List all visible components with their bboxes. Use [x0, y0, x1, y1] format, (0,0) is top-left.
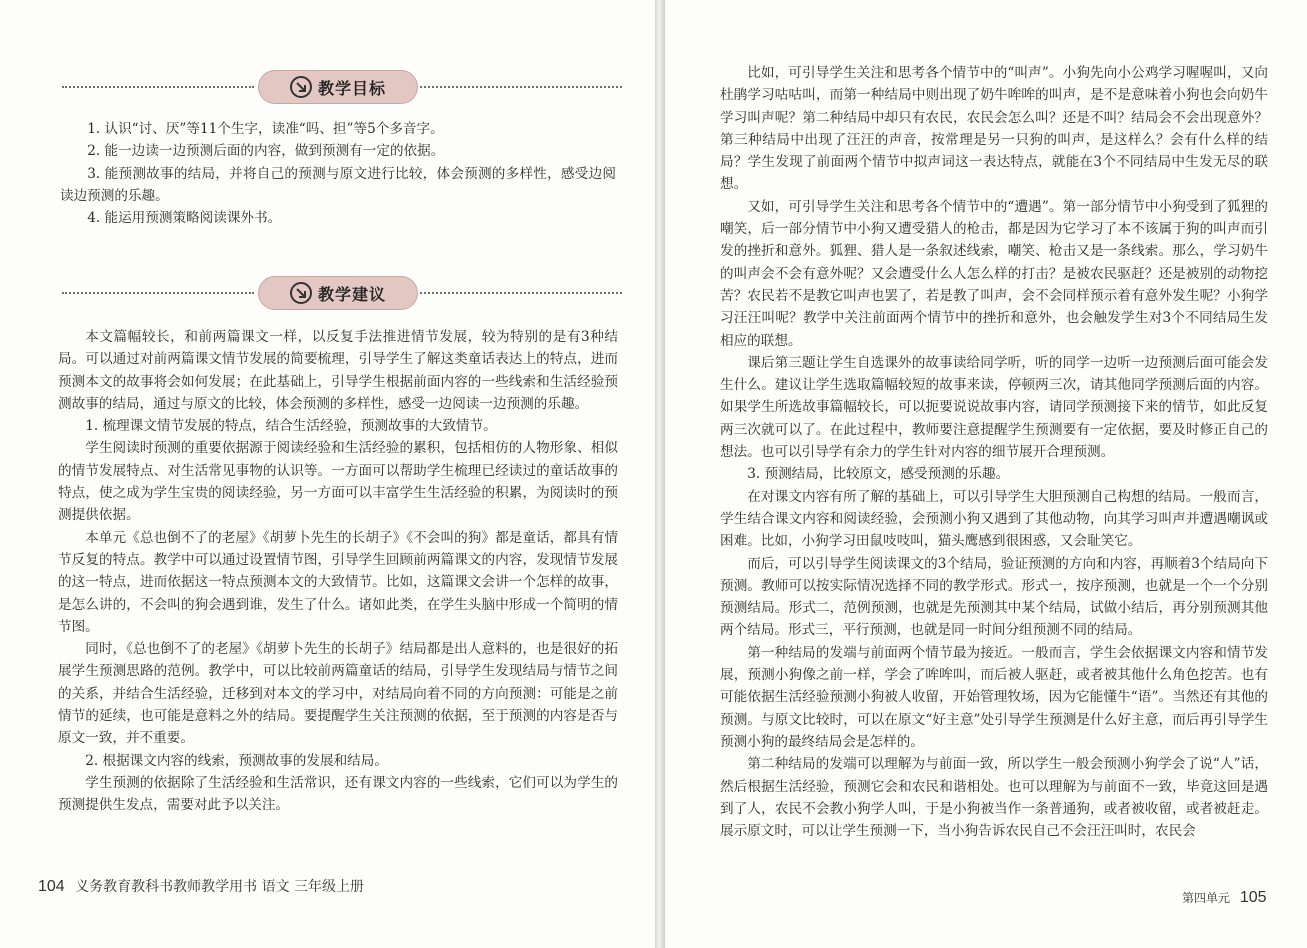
dotted-rule — [420, 292, 622, 294]
goal-item: 2. 能一边读一边预测后面的内容，做到预测有一定的依据。 — [87, 143, 445, 160]
goals-heading-title: 教学目标 — [317, 78, 386, 98]
left-footer — [38, 876, 364, 896]
dotted-rule — [62, 292, 254, 294]
suggest-body — [58, 326, 618, 817]
book-title: 义务教育教科书教师教学用书 语文 三年级上册 — [75, 879, 365, 895]
goals-section-heading — [62, 70, 622, 104]
paragraph: 同时，《总也倒不了的老屋》《胡萝卜先生的长胡子》结局都是出人意料的，也是很好的拓展学生预测思路的范例。教学中，可以比较前两篇童话的结局，引导学生发现结局与情节之间的关系，并结合生活经验，迁移到对本文的学习中，对结局向着不同的方向预测：可能是之前情节的延续，也可能是意料之外的结局。要提醒学生关注预测的依据，至于预测的内容是否与原文一致，并不重要。 — [58, 641, 618, 747]
numbered-point: 1. 梳理课文情节发展的特点，结合生活经验，预测故事的大致情节。 — [85, 418, 497, 435]
arrow-down-circle-icon — [290, 76, 312, 98]
arrow-down-circle-icon — [290, 282, 312, 304]
page-number: 104 — [38, 878, 65, 895]
right-body — [720, 62, 1268, 842]
right-footer — [1182, 889, 1267, 907]
paragraph: 在对课文内容有所了解的基础上，可以引导学生大胆预测自己构想的结局。一般而言，学生结合课文内容和阅读经验，会预测小狗又遇到了其他动物，向其学习叫声并遭遇嘲讽或困难。比如，小狗学习田鼠吱吱叫，猫头鹰感到很困惑，又会耻笑它。 — [720, 488, 1268, 550]
suggest-heading-title: 教学建议 — [317, 284, 386, 304]
paragraph: 第二种结局的发端可以理解为与前面一致，所以学生一般会预测小狗学会了说“人”话，然后根据生活经验，预测它会和农民和谐相处。也可以理解为与前面不一致，毕竟这回是遇到了人，农民不会教小狗学人叫，于是小狗被当作一条普通狗，或者被收留，或者被赶走。展示原文时，可以让学生预测一下，当小狗告诉农民自己不会汪汪叫时，农民会 — [720, 756, 1268, 840]
numbered-point: 3. 预测结局，比较原文，感受预测的乐趣。 — [747, 466, 1010, 483]
paragraph: 本文篇幅较长，和前两篇课文一样，以反复手法推进情节发展，较为特别的是有3种结局。可以通过对前两篇课文情节发展的简要梳理，引导学生了解这类童话表达上的特点，进而预测本文的故事将会如何发展；在此基础上，引导学生根据前面内容的一些线索和生活经验预测故事的结局，通过与原文的比较，体会预测的多样性，感受一边阅读一边预测的乐趣。 — [58, 329, 618, 412]
paragraph: 课后第三题让学生自选课外的故事读给同学听，听的同学一边听一边预测后面可能会发生什么。建议让学生选取篇幅较短的故事来读，停顿两三次，请其他同学预测后面的内容。如果学生所选故事篇幅较长，可以扼要说说故事内容，请同学预测接下来的情节，如此反复两三次就可以了。在此过程中，教师要注意提醒学生预测要有一定依据，要及时修正自己的想法。也可以引导学有余力的学生针对内容的细节展开合理预测。 — [720, 354, 1268, 461]
goal-item: 3. 能预测故事的结局，并将自己的预测与原文进行比较，体会预测的多样性，感受边阅读边预测的乐趣。 — [60, 165, 616, 204]
goal-item: 4. 能运用预测策略阅读课外书。 — [87, 210, 282, 227]
paragraph: 学生预测的依据除了生活经验和生活常识，还有课文内容的一些线索，它们可以为学生的预测提供生发点，需要对此予以关注。 — [58, 774, 618, 814]
dotted-rule — [62, 86, 254, 88]
suggest-section-heading — [62, 276, 622, 310]
paragraph: 第一种结局的发端与前面两个情节最为接近。一般而言，学生会依据课文内容和情节发展，预测小狗像之前一样，学会了哞哞叫，而后被人驱赶，或者被其他什么角色挖苦。也有可能依据生活经验预测小狗被人收留，开始管理牧场，因为它能懂牛“语”。当然还有其他的预测。与原文比较时，可以在原文“好主意”处引导学生预测是什么好主意，而后再引导学生预测小狗的最终结局会是怎样的。 — [720, 644, 1268, 750]
paragraph: 学生阅读时预测的重要依据源于阅读经验和生活经验的累积，包括相仿的人物形象、相似的情节发展特点、对生活常见事物的认识等。一方面可以帮助学生梳理已经读过的童话故事的特点，使之成为学生宝贵的阅读经验，另一方面可以丰富学生生活经验的积累，为阅读时的预测提供依据。 — [58, 440, 618, 524]
numbered-point: 2. 根据课文内容的线索，预测故事的发展和结局。 — [85, 752, 388, 769]
unit-label: 第四单元 — [1182, 891, 1231, 905]
heading-pill — [258, 70, 418, 104]
dotted-rule — [420, 86, 622, 88]
paragraph: 比如，可引导学生关注和思考各个情节中的“叫声”。小狗先向小公鸡学习喔喔叫，又向杜鹃学习咕咕叫，而第一种结局中则出现了奶牛哞哞的叫声，是不是意味着小狗也会向奶牛学习叫声呢？第二种结局中却只有农民，农民会怎么叫？还是不叫？结局会不会出现意外？第三种结局中出现了汪汪的声音，按常理是另一只狗的叫声，是这样么？会有什么样的结局？学生发现了前面两个情节中拟声词这一表达特点，就能在3个不同结局中生发无尽的联想。 — [720, 65, 1268, 193]
goal-item: 1. 认识“讨、厌”等11个生字，读准“吗、担”等5个多音字。 — [87, 121, 444, 137]
heading-pill — [258, 276, 418, 310]
paragraph: 又如，可引导学生关注和思考各个情节中的“遭遇”。第一部分情节中小狗受到了狐狸的嘲笑，后一部分情节中小狗又遭受猎人的枪击，都是因为它学习了本不该属于狗的叫声而引发的挫折和意外。狐狸、猎人是一条叙述线索，嘲笑、枪击又是一条线索。那么，学习奶牛的叫声会不会有意外呢？又会遭受什么人怎么样的打击？是被农民驱赶？还是被别的动物挖苦？农民若不是教它叫声也罢了，若是教了叫声，会不会同样预示着有意外发生呢？小狗学习汪汪叫呢？教学中关注前面两个情节中的挫折和意外，也会触发学生对3个不同结局生发相应的联想。 — [720, 198, 1268, 349]
paragraph: 而后，可以引导学生阅读课文的3个结局，验证预测的方向和内容，再顺着3个结局向下预测。教师可以按实际情况选择不同的教学形式。形式一，按序预测，也就是一个一个分别预测结局。形式二，范例预测，也就是先预测其中某个结局，试做小结后，再分别预测其他两个结局。形式三，平行预测，也就是同一时间分组预测不同的结局。 — [720, 555, 1268, 639]
paragraph: 本单元《总也倒不了的老屋》《胡萝卜先生的长胡子》《不会叫的狗》都是童话，都具有情节反复的特点。教学中可以通过设置情节图，引导学生回顾前两篇课文的内容，发现情节发展的这一特点，进而依据这一特点预测本文的大致情节。比如，这篇课文会讲一个怎样的故事，是怎么讲的，不会叫的狗会遇到谁，发生了什么。诸如此类，在学生头脑中形成一个简明的情节图。 — [58, 529, 618, 635]
goals-list — [60, 118, 616, 229]
page-number: 105 — [1239, 889, 1267, 906]
book-gutter — [655, 0, 665, 948]
